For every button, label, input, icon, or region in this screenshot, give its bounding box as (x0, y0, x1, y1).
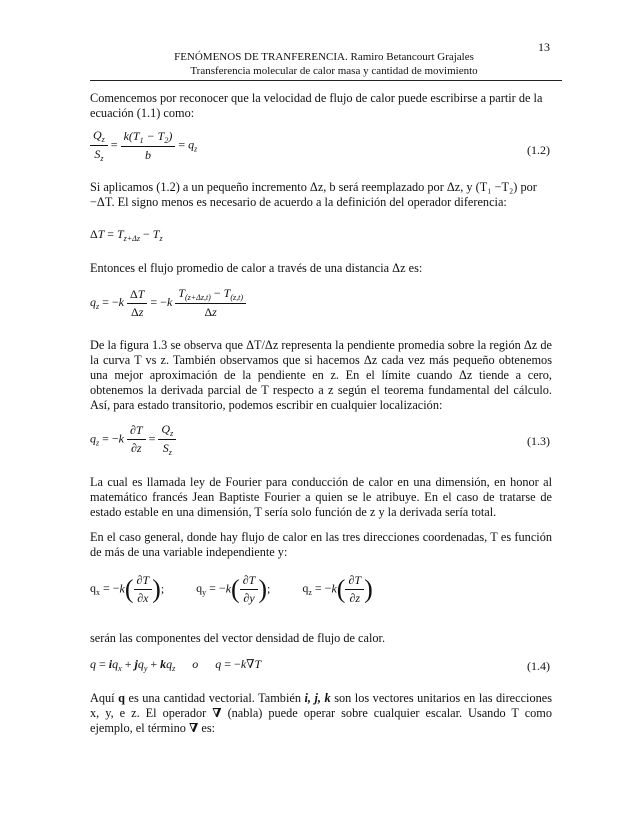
paragraph-nabla (90, 691, 552, 736)
equation-1-2: $\frac{Q_z}{S_z}$ = $\frac{k(T_1 - T_2)}{b}$ = $q_z$ (90, 128, 552, 163)
p8-mid-3: (nabla) puede operar sobre cualquier escalar. Usando T como ejemplo, el término (90, 706, 553, 735)
paragraph-intro: Comencemos por reconocer que la velocidad de flujo de calor puede escribirse a partir de la ecuación (1.1) como: (90, 91, 543, 120)
p8-mid-2: son los vectores unitarios en las direcciones x, y, e z. El operador (90, 691, 553, 720)
paragraph-slope: De la figura 1.3 se observa que ΔT/Δz representa la pendiente promedia sobre la región Δz de la curva T vs z. También observamos que si hacemos Δz cada vez más pequeño obtenemos una mejor aproximación de la pendiente en z. En el límite cuando Δz tiende a cero, obtenemos la derivada parcial de T respecto a z según el teorema fundamental del cálculo. Así, para estado transitorio, podemos escribir en cualquier localización: (90, 338, 552, 412)
running-header (0, 50, 638, 78)
header-rule (90, 80, 562, 81)
equation-components: $q_x = -k$( $\frac{\partial T}{\partial x}$ ); $q_y = -k$( $\frac{\partial T}{\partial y}$ ); $q_z = -k$( $\frac{\partial T}{\partial z}$ ) (90, 573, 373, 605)
nabla-symbol-1: ∇ (212, 706, 222, 720)
p8-mid-1: es una cantidad vectorial. También (128, 691, 301, 705)
equation-number-1-2: (1.2) (527, 143, 550, 157)
equation-1-3: $q_z = -k$ $\frac{\partial T}{\partial z}$ = $\frac{Q_z}{S_z}$ (90, 422, 552, 457)
equation-delta-t: $\Delta T = T_{z+\Delta z} - T_z$ (90, 227, 163, 243)
equation-number-1-4: (1.4) (527, 659, 550, 673)
header-line-1: FENÓMENOS DE TRANFERENCIA. Ramiro Betancourt Grajales (174, 51, 474, 63)
header-line-2: Transferencia molecular de calor masa y cantidad de movimiento (190, 65, 478, 77)
nabla-symbol-2: ∇ (189, 721, 199, 735)
paragraph-increment: Si aplicamos (1.2) a un pequeño incremento Δz, b será reemplazado por Δz, y (T₁ −T₂) por −ΔT. El signo menos es necesario de acuerdo a la definición del operador diferencia: (90, 180, 537, 209)
p8-q-symbol: q (118, 691, 125, 705)
equation-1-4: $q = iq_x + jq_y + kq_z$ o q = −k∇T (90, 657, 262, 673)
paragraph-general-case: En el caso general, donde hay flujo de calor en las tres direcciones coordenadas, T es función de más de una variable independiente y: (90, 530, 552, 559)
equation-average-flux: $q_z = -k$ $\frac{\Delta T}{\Delta z}$ = −k $\frac{T_{(z+\Delta z,t)} - T_{(z,t)}}{\Delta z}$ (90, 286, 552, 320)
paragraph-vector-components: serán las componentes del vector densidad de flujo de calor. (90, 631, 386, 645)
p8-unit-vectors: i, j, k (304, 691, 331, 705)
page-number: 13 (538, 40, 550, 54)
paragraph-fourier: La cual es llamada ley de Fourier para conducción de calor en una dimensión, en honor al matemático francés Jean Baptiste Fourier a quien se le atribuye. En el caso de tratarse de estado estable en una dimensión, T sería solo función de z y la derivada sería total. (90, 475, 552, 519)
p8-prefix: Aquí (90, 691, 115, 705)
paragraph-average-flux: Entonces el flujo promedio de calor a través de una distancia Δz es: (90, 261, 423, 275)
p8-end: es: (201, 721, 216, 735)
equation-number-1-3: (1.3) (527, 434, 550, 448)
